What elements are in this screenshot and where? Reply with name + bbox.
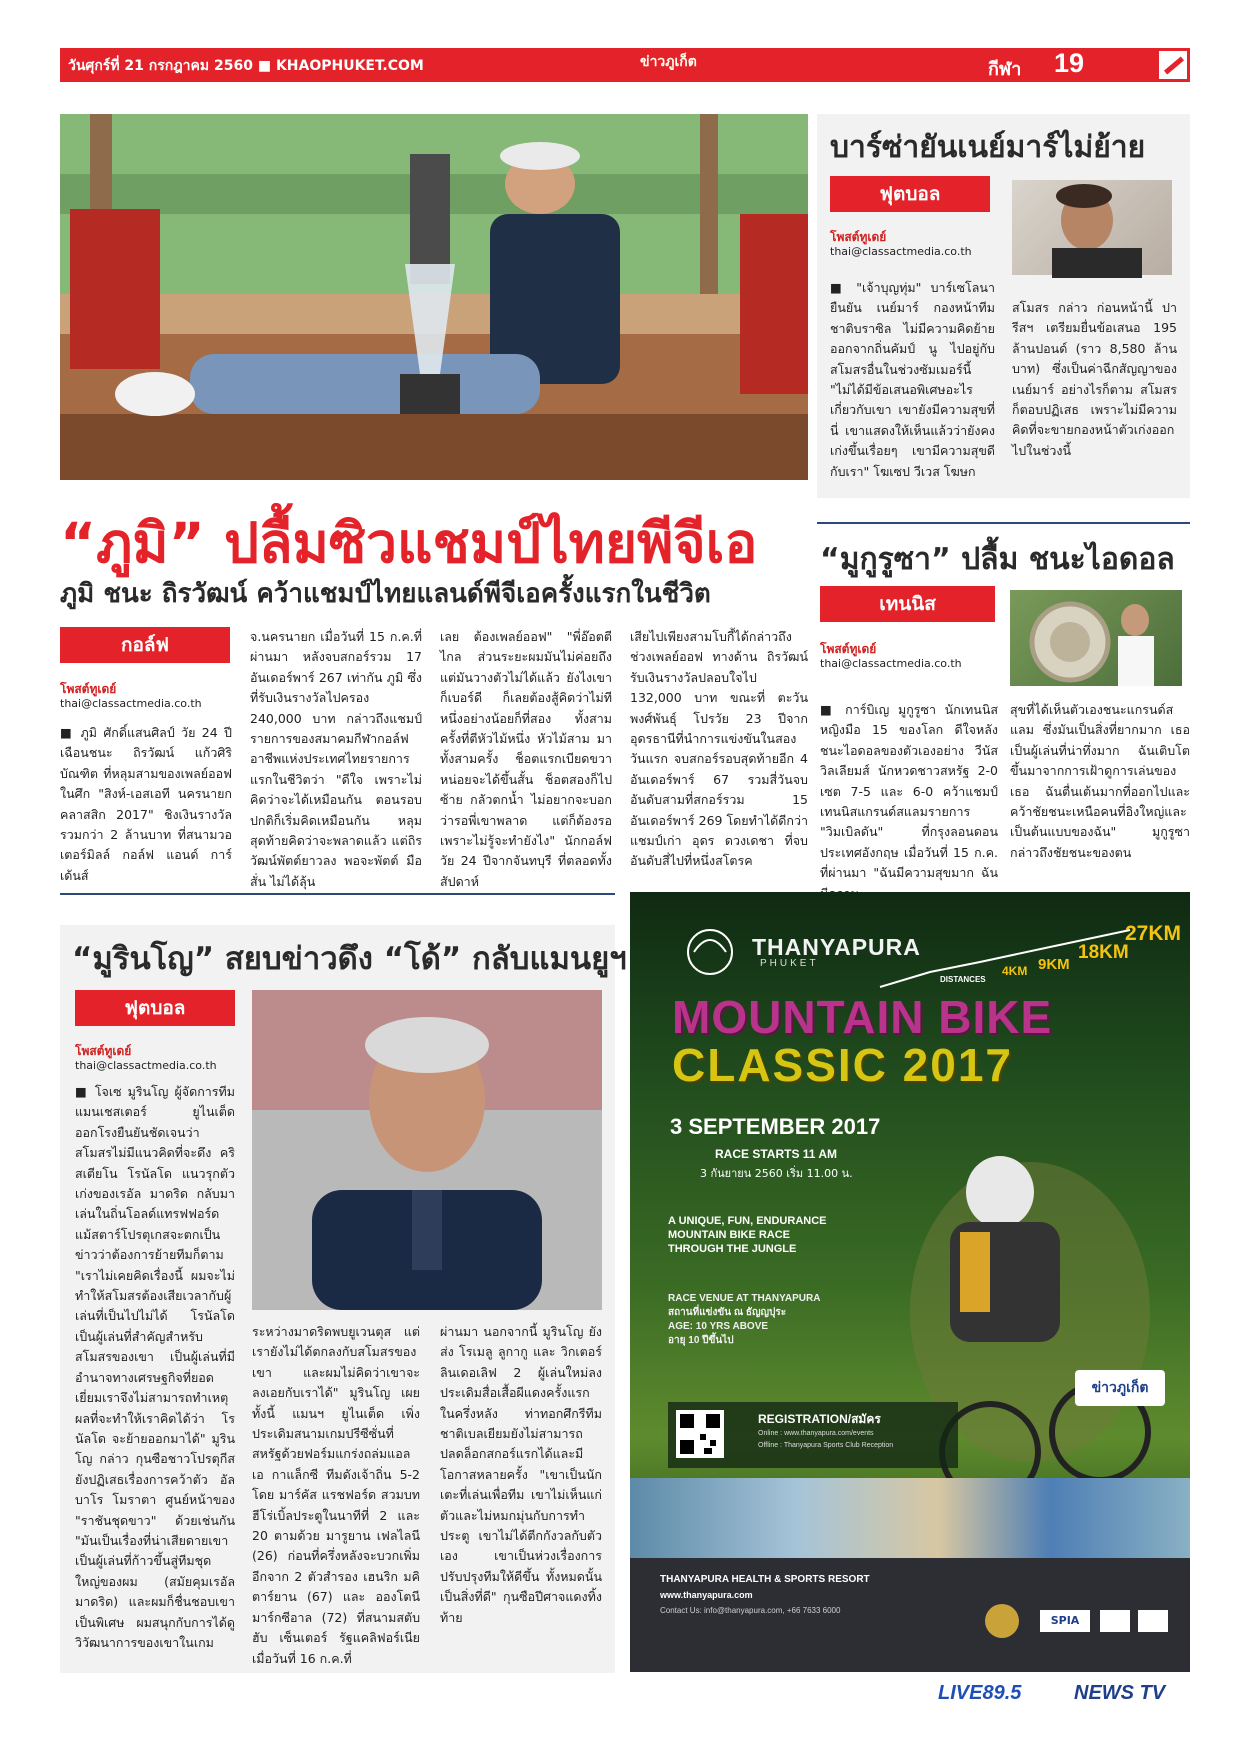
ad-event-date: 3 SEPTEMBER 2017 <box>670 1114 881 1139</box>
mourinho-body-col1: ■ โจเซ มูรินโญ ผู้จัดการทีมแมนเชสเตอร์ ยูไนเต็ด ออกโรงยืนยันชัดเจนว่าสโมสรไม่มีแนวคิดที่จะดึง คริสเตียโน โรนัลโด แนวรุกตัวเก่งของเรอัล มาดริด กลับมาเล่นในถิ่นโอลด์แทรฟฟอร์ด แม้สตาร์โปรตุเกสจะตกเป็นข่าวว่าต้องการย้ายทีมก็ตาม "เราไม่เคยคิดเรื่องนี้ ผมจะไม่ทำให้สโมสรต้องเสียเวลากับผู้เล่นที่เป็นไปไม่ได้ โรนัลโดเป็นผู้เล่นที่สำคัญสำหรับสโมสรของเขา เป็นผู้เล่นที่มีอำนาจทางเศรษฐกิจที่ยอดเยี่ยมเราจึงไม่สามารถทำเหตุผลที่จะทำให้เราคิดได้ว่า โรนัลโด จะย้ายออกมาได้" มูรินโญ กล่าว กุนซือชาวโปรตุกีสยังปฏิเสธเรื่องการคว้าตัว อัลบาโร โมราตา ศูนย์หน้าของ "ราชันชุดขาว" ด้วยเช่นกัน "มันเป็นเรื่องที่น่าเสียดายเขาเป็นผู้เล่นที่ก้าวขึ้นสู่ทีมชุดใหญ่ของผม (สมัยคุมเรอัล มาดริด) และผมก็ชื่นชอบเขาเป็นพิเศษ ผมสนุกกับการได้ดูวิวัฒนาการของเขาในเกม <box>75 1084 235 1650</box>
ad-registration-box <box>668 1402 958 1468</box>
corner-logo-icon <box>1156 48 1190 82</box>
golf-body-col3: เลย ต้องเพลย์ออฟ" "พี่อ๊อตตีไกล ส่วนระยะผมมันไม่ค่อยถึง แต่มันวางตัวไม่ได้แล้ว ยังไงเขาก็เบอร์ดี ก็เลยต้องสู้คิดว่าไม่ทีหนึ่งอย่างน้อยก็ที่สอง ทั้งสามครั้งที่ตีหัวไม้หนึ่ง หัวไม้สาม มาทั้งสามครั้ง ช็อตแรกเบียดขวาหน่อยจะได้ขึ้นสั้น ช็อตสองก็ไปซ้าย กลัวตกน้ำ ไม่อยากจะบอกว่ารอพี่เขาพลาด แต่ก็ต้องรอเพราะไม่รู้จะทำยังไง" นักกอล์ฟวัย 24 ปีจากจันทบุรี ที่ตลอดทั้งสัปดาห์ <box>440 629 612 889</box>
ad-age-en: AGE: 10 YRS ABOVE <box>668 1321 769 1332</box>
ad-distances-label: DISTANCES <box>940 975 986 984</box>
news-tv-logo: NEWS TV <box>1074 1682 1166 1704</box>
ad-venue-th: สถานที่แข่งขัน ณ ธัญญปุระ <box>668 1307 787 1318</box>
tennis-byline-name: โพสต์ทูเดย์ <box>820 642 877 656</box>
ad-distance-18: 18KM <box>1078 942 1129 963</box>
football-tag: ฟุตบอล <box>830 176 990 212</box>
ad-resort-name: THANYAPURA HEALTH & SPORTS RESORT <box>660 1574 870 1585</box>
barca-byline-email: thai@classactmedia.co.th <box>830 245 972 258</box>
muguruza-trophy-photo <box>1010 590 1182 686</box>
ad-registration-online: Online : www.thanyapura.com/events <box>758 1430 874 1437</box>
golf-byline-name: โพสต์ทูเดย์ <box>60 682 117 696</box>
ad-distance-27: 27KM <box>1125 922 1182 945</box>
ad-description: A UNIQUE, FUN, ENDURANCE MOUNTAIN BIKE RACE THROUGH THE JUNGLE <box>668 1215 827 1255</box>
golf-subheadline: ภูมิ ชนะ ถิรวัฒน์ คว้าแชมป์ไทยแลนด์พีจีเอครั้งแรกในชีวิต <box>60 579 711 609</box>
ad-footer <box>630 1558 1190 1672</box>
award-badge-icon <box>985 1604 1019 1638</box>
header-section: ข่าวภูเก็ต <box>640 54 697 70</box>
golf-tag: กอล์ฟ <box>60 627 230 663</box>
ad-brand: THANYAPURA <box>752 934 921 960</box>
header-date <box>68 55 424 77</box>
barca-body-col2: สโมสร กล่าว ก่อนหน้านี้ ปารีสฯ เตรียมยื่นข้อเสนอ 195 ล้านปอนด์ (ราว 8,580 ล้านบาท) ซึ่งเป็นค่าฉีกสัญญาของ เนย์มาร์ อย่างไรก็ตาม สโมสรก็ตอบปฏิเสธ เพราะไม่มีความคิดที่จะขายกองหน้าตัวเก่งออกไปในช่วงนี้ <box>1012 300 1177 458</box>
ad-registration-offline: Offline : Thanyapura Sports Club Reception <box>758 1442 894 1449</box>
live-radio-logo: LIVE89.5 <box>938 1682 1022 1704</box>
tennis-body-col1: ■ การ์บิเญ มูกูรูซา นักเทนนิสหญิงมือ 15 ของโลก ดีใจหลังชนะไอดอลของตัวเองอย่าง วีนัส วิลเลียมส์ นักหวดชาวสหรัฐ 2-0 เซต 7-5 และ 6-0 คว้าแชมป์เทนนิสแกรนด์สแลมรายการ "วิมเบิลดัน" ที่กรุงลอนดอน ประเทศอังกฤษ เมื่อวันที่ 15 ก.ค. ที่ผ่านมา "ฉันมีความสุขมาก ฉัน <box>820 702 998 881</box>
resort-photo-strip <box>630 1478 1190 1558</box>
spia-badge: SPIA <box>1040 1610 1090 1632</box>
ad-distance-4: 4KM <box>1002 964 1028 978</box>
site-text: KHAOPHUKET.COM <box>275 58 424 74</box>
ad-website: www.thanyapura.com <box>660 1590 753 1600</box>
ad-race-start-th: 3 กันยายน 2560 เริ่ม 11.00 น. <box>700 1167 853 1180</box>
mourinho-headline: “มูรินโญ” สยบข่าวดึง “โด้” กลับแมนยูฯ <box>72 941 627 977</box>
certification-badge-icon <box>1138 1610 1168 1632</box>
neymar-photo <box>1012 180 1172 275</box>
barca-byline-name: โพสต์ทูเดย์ <box>830 230 887 244</box>
ad-title-line1: MOUNTAIN BIKE <box>672 991 1053 1043</box>
ad-distance-9: 9KM <box>1038 956 1070 973</box>
section-divider <box>817 522 1190 524</box>
mourinho-byline-email: thai@classactmedia.co.th <box>75 1059 217 1072</box>
certification-badge-icon <box>1100 1610 1130 1632</box>
ad-race-start: RACE STARTS 11 AM <box>715 1147 838 1161</box>
mourinho-tag: ฟุตบอล <box>75 990 235 1026</box>
barca-headline: บาร์ซ่ายันเนย์มาร์ไม่ย้าย <box>830 130 1146 165</box>
section-divider <box>60 893 615 895</box>
page-number: 19 <box>1054 48 1085 78</box>
ad-title-line2: CLASSIC 2017 <box>672 1039 1014 1091</box>
golf-body-col4: เสียไปเพียงสามโบกี้ได้กล่าวถึงช่วงเพลย์ออฟ ทางด้าน ถิรวัฒน์ รับเงินรางวัลปลอบใจไป 132,000 บาท ขณะที่ ตะวัน พงศ์พันธุ์ โปรวัย 23 ปีจากอุดรธานีที่นำการแข่งขันในสองวันแรก จบสกอร์รอบสุดท้ายอีก 4 อันเดอร์พาร์ 67 รวมสี่วันจบอันดับสามที่สกอร์รวม 15 อันเดอร์พาร์ 269 โดยทำได้ดีกว่าแชมป์เก่า อุดร ดวงเดชา ที่จบอันดับสี่ไปที่หนึ่งสโตรค <box>630 629 808 869</box>
tennis-headline: “มูกูรูซา” ปลื้ม ชนะไอดอล <box>820 542 1175 577</box>
golf-headline: “ภูมิ” ปลื้มซิวแชมป์ไทยพีจีเอ <box>60 511 758 575</box>
mourinho-photo <box>252 990 602 1310</box>
mourinho-body-col2: ระหว่างมาดริดพบยูเวนตุส แต่เรายังไม่ได้ตกลงกับสโมสรของเขา และผมไม่คิดว่าเขาจะลงเอยกับเราได้" มูรินโญ เผย ทั้งนี้ แมนฯ ยูไนเต็ด เพิ่งประเดิมสนามเกมปรีซีซั่นที่สหรัฐด้วยฟอร์มแกร่งถล่มแอลเอ กาแล็กซี ทีมดังเจ้าถิ่น 5-2 โดย มาร์คัส แรชฟอร์ด สวมบทฮีโร่เบิ้ลประตูในนาทีที่ 2 และ 20 ตามด้วย มารูยาน เฟลไลนี (26) ก่อนที่ครึ่งหลังจะบวกเพิ่มอีกจาก 2 ตัวสำรอง เฮนริก มคิตาร์ยาน (67) และ อองโตนี มาร์กซีอาล (72) ที่สนามสตับฮับ เซ็นเตอร์ รัฐแคลิฟอร์เนีย เมื่อวันที่ 16 ก.ค.ที่ <box>252 1324 420 1666</box>
golf-byline-email: thai@classactmedia.co.th <box>60 697 202 710</box>
golf-body-col2: จ.นครนายก เมื่อวันที่ 15 ก.ค.ที่ผ่านมา หลังจบสกอร์รวม 17 อันเดอร์พาร์ 267 เท่ากัน ภูมิ ซึ่งที่รับเงินรางวัลไปครอง 240,000 บาท กล่าวถึงแชมป์รายการของสมาคมกีฬากอล์ฟอาชีพแห่งประเทศไทยรายการแรกในชีวิตว่า "ดีใจ เพราะไม่คิดว่าจะได้เหมือนกัน ตอนรอบปกติก็เริ่มคิดเหมือนกัน หลุมสุดท้ายคิดว่าจะพลาดแล้ว แต่ถิรวัฒน์พัตต์ยาวลง พอจะพัตต์ มือสั่น ไม่ได้ลุ้น <box>250 629 422 889</box>
square-bullet-icon: ■ <box>257 58 276 74</box>
khaophuket-logo: ข่าวภูเก็ต <box>1075 1370 1165 1406</box>
tennis-byline-email: thai@classactmedia.co.th <box>820 657 962 670</box>
tennis-tag: เทนนิส <box>820 586 995 622</box>
page-header <box>60 48 1190 82</box>
ad-venue <box>668 1292 868 1348</box>
ad-registration-title: REGISTRATION/สมัคร <box>758 1412 881 1426</box>
mourinho-body-col3: ผ่านมา นอกจากนี้ มูรินโญ ยังส่ง โรเมลู ลูกากู และ วิกเตอร์ ลินเดอเลิฟ 2 ผู้เล่นใหม่ลงประเดิมสื่อเสื้อผีแดงครั้งแรกในครึ่งหลัง ท่าทอกศึกรีทีมชาติเบลเยียมยังไม่สามารถปลดล็อกสกอร์แรกได้และมีโอกาสหลายครั้ง "เขาเป็นนักเตะที่เล่นเพื่อทีม เขาไม่เห็นแก่ตัวและไม่หมกมุ่นกับการทำประตู เขาไม่ได้ตีกกังวลกับตัวเอง เขาเป็นห่วงเรื่องการปรับปรุงทีมให้ดีขึ้น ทั้งหมดนั้นเป็นสิ่งที่ดี" กุนซือปีศาจแดงทิ้งท้าย <box>440 1324 602 1625</box>
barca-body-col1: ■ "เจ้าบุญทุ่ม" บาร์เซโลนา ยืนยัน เนย์มาร์ กองหน้าทีมชาติบราซิล ไม่มีความคิดย้ายออกจากถิ่นคัมป์ นู ไปอยู่กับสโมสรอื่นในช่วงซัมเมอร์นี้ "ไม่ได้มีข้อเสนอพิเศษอะไรเกี่ยวกับเขา เขายังมีความสุขที่นี่ เขาแสดงให้เห็นแล้วว่ายังคงเก่งขึ้นเรื่อยๆ เขามีความสุขดีกับเรา" โฆเซป วีเวส โฆษก <box>830 280 995 479</box>
qr-code-icon <box>676 1410 724 1458</box>
mourinho-byline-name: โพสต์ทูเดย์ <box>75 1044 132 1058</box>
mountain-bike-advertisement <box>630 892 1190 1672</box>
ad-brand-sub: PHUKET <box>760 958 819 969</box>
ad-venue-en: RACE VENUE AT THANYAPURA <box>668 1293 821 1304</box>
golf-body-col1: ■ ภูมิ ศักดิ์แสนศิลป์ วัย 24 ปี เฉือนชนะ ถิรวัฒน์ แก้วศิริบัณฑิต ที่หลุมสามของเพลย์ออฟ ในศึก "สิงห์-เอสเอที นครนายก คลาสสิก 2017" ชิงเงินรางวัลรวมกว่า 2 ล้านบาท ที่สนามวอเตอร์มิลล์ กอล์ฟ แอนด์ การ์เด้นส์ <box>60 725 232 883</box>
ad-age-th: อายุ 10 ปีขึ้นไป <box>668 1335 734 1346</box>
tennis-body-col2: สุขที่ได้เห็นตัวเองชนะแกรนด์สแลม ซึ่งมันเป็นสิ่งที่ยากมาก เธอเป็นผู้เล่นที่น่าทึ่งมาก ฉันเติบโตขึ้นมาจากการเฝ้าดูการเล่นของเธอ ฉันตื่นเต้นมากที่ออกไปและคว้าชัยชนะเหนือคนที่อิงใหญ่และเป็นต้นแบบของฉัน" มูกูรูซา กล่าวถึงชัยชนะของตน <box>1010 702 1190 860</box>
golfer-trophy-photo <box>60 114 808 480</box>
header-category: กีฬา <box>988 59 1022 80</box>
ad-contact: Contact Us: info@thanyapura.com, +66 7633 6000 <box>660 1606 841 1615</box>
date-text: วันศุกร์ที่ 21 กรกฎาคม 2560 <box>68 58 253 74</box>
